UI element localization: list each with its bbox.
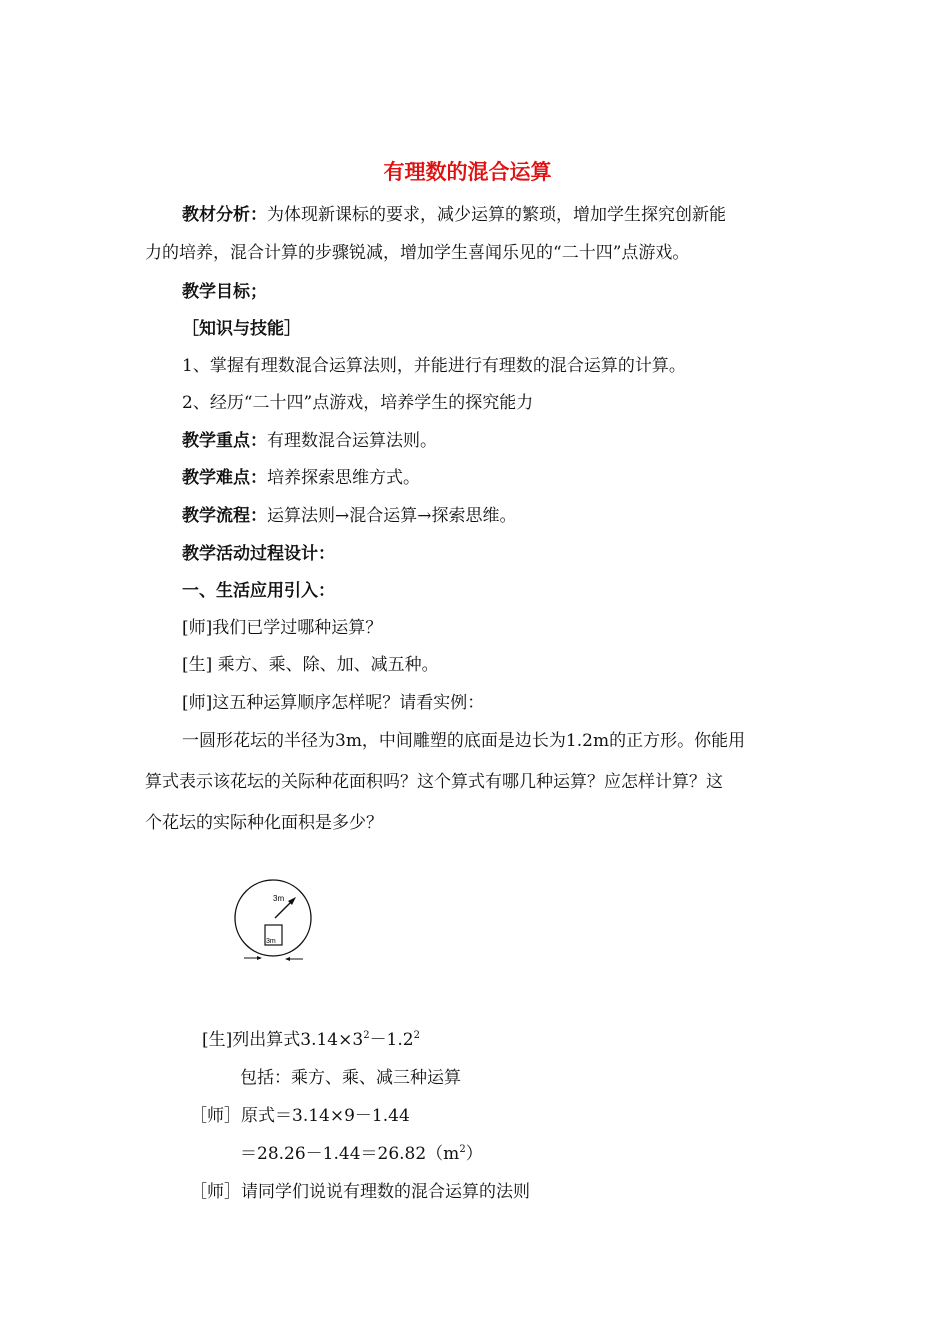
problem-line-1: 一圆形花坛的半径为3m，中间雕塑的底面是边长为1.2m的正方形。你能用 bbox=[182, 731, 746, 751]
goal-2: 2、经历“二十四”点游戏，培养学生的探究能力 bbox=[182, 393, 534, 413]
problem-line-2: 算式表示该花坛的关际种花面积吗？这个算式有哪几种运算？应怎样计算？这 bbox=[145, 772, 723, 792]
teacher-line-1: [师]我们已学过哪种运算？ bbox=[182, 618, 383, 638]
section-1-heading: 一、生活应用引入： bbox=[182, 581, 335, 601]
difficulty-text: 培养探索思维方式。 bbox=[267, 468, 420, 488]
process-label: 教学流程： bbox=[182, 506, 267, 526]
flowerbed-diagram bbox=[228, 876, 328, 968]
calc-text: ＝28.26－1.44＝26.82（m bbox=[240, 1144, 460, 1164]
left-arrowhead bbox=[257, 956, 262, 960]
formula-exponent-2: 2 bbox=[413, 1030, 420, 1041]
page-title: 有理数的混合运算 bbox=[383, 160, 552, 184]
key-point bbox=[182, 430, 437, 452]
process-point bbox=[182, 505, 517, 527]
teacher-line-4: ［师］请同学们说说有理数的混合运算的法则 bbox=[190, 1182, 530, 1202]
formula-part-1: [生]列出算式3.14×3 bbox=[202, 1030, 364, 1050]
analysis-line-1 bbox=[182, 204, 726, 226]
key-label: 教学重点： bbox=[182, 431, 267, 451]
difficulty-label: 教学难点： bbox=[182, 468, 267, 488]
objectives-heading: 教学目标； bbox=[182, 282, 267, 302]
process-text: 运算法则→混合运算→探索思维。 bbox=[267, 506, 517, 526]
goal-1: 1、掌握有理数混合运算法则，并能进行有理数的混合运算的计算。 bbox=[182, 356, 686, 376]
formula-part-2: －1.2 bbox=[369, 1030, 414, 1050]
difficulty-point bbox=[182, 467, 420, 489]
knowledge-heading: ［知识与技能］ bbox=[182, 319, 301, 339]
key-text: 有理数混合运算法则。 bbox=[267, 431, 437, 451]
analysis-line-2: 力的培养，混合计算的步骤锐减，增加学生喜闻乐见的“二十四”点游戏。 bbox=[145, 243, 690, 263]
analysis-label: 教材分析： bbox=[182, 205, 267, 225]
problem-line-3: 个花坛的实际种化面积是多少？ bbox=[145, 813, 383, 833]
calc-exponent: 2 bbox=[459, 1144, 466, 1155]
formula-exponent-1: 2 bbox=[363, 1030, 370, 1041]
operations-included: 包括：乘方、乘、减三种运算 bbox=[240, 1068, 461, 1088]
right-arrowhead bbox=[285, 957, 290, 961]
design-heading: 教学活动过程设计： bbox=[182, 544, 335, 564]
teacher-line-2: [师]这五种运算顺序怎样呢？请看实例： bbox=[182, 693, 485, 713]
square-label: 3m bbox=[266, 938, 276, 945]
radius-label: 3m bbox=[273, 894, 285, 903]
calc-end: ） bbox=[465, 1144, 483, 1164]
student-formula bbox=[202, 1029, 420, 1051]
calc-result-line bbox=[240, 1143, 483, 1165]
student-line-1: [生] 乘方、乘、除、加、减五种。 bbox=[182, 655, 439, 675]
teacher-calc-line: ［师］原式＝3.14×9－1.44 bbox=[190, 1106, 410, 1126]
analysis-text-1: 为体现新课标的要求，减少运算的繁琐，增加学生探究创新能 bbox=[267, 205, 726, 225]
